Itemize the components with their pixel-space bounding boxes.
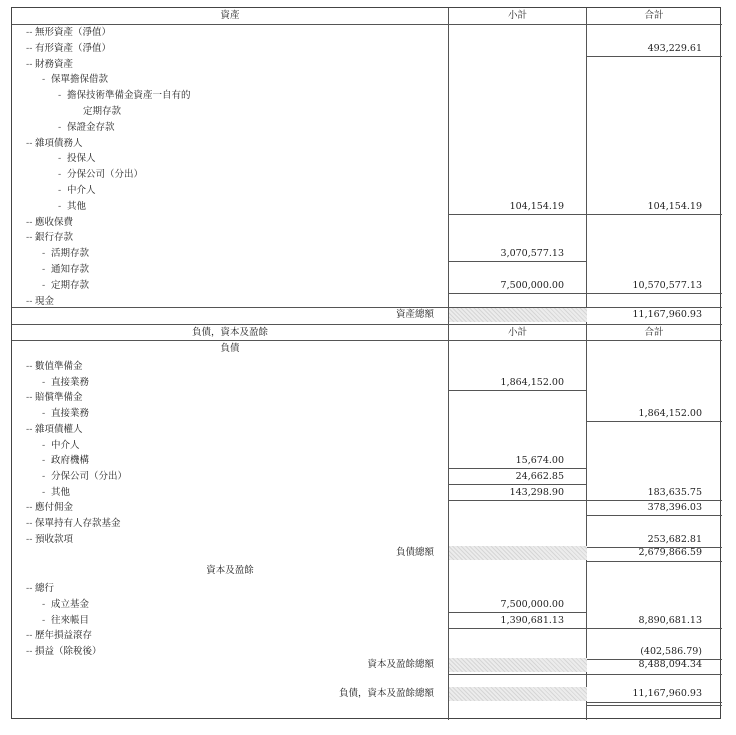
row-label: [42, 406, 89, 422]
total-cell: 104,154.19: [647, 200, 702, 212]
row-label: [26, 215, 73, 231]
row-label-text: 雜項債權人: [35, 423, 83, 435]
table-row: [12, 246, 448, 262]
row-label-text: 中介人: [67, 185, 96, 196]
row-bullet: --: [26, 502, 33, 514]
row-bullet: -: [58, 185, 62, 196]
row-label-text: 成立基金: [51, 598, 90, 610]
grand-total-label: 負債，資本及盈餘總額: [338, 688, 434, 699]
grand-total-value: 11,167,960.93: [632, 688, 702, 699]
table-row: [12, 613, 448, 629]
row-label-text: 有形資產（淨值）: [35, 42, 112, 54]
row-label: [26, 390, 83, 406]
total-cell: 253,682.81: [647, 533, 702, 545]
row-label: [42, 278, 89, 294]
subtotal-rule: [449, 261, 586, 262]
row-label: [58, 199, 86, 215]
row-label-text: 保單擔保借款: [51, 74, 109, 86]
row-label: [58, 151, 96, 167]
liab-total-shade: [449, 546, 587, 560]
table-row: [12, 644, 448, 660]
table-row: [12, 597, 448, 613]
row-bullet: --: [26, 533, 33, 545]
total-rule: [587, 515, 722, 516]
capital-total-value: 8,488,094.34: [638, 659, 702, 670]
row-bullet: --: [26, 216, 33, 228]
row-label-text: 總行: [35, 583, 55, 594]
subtotal-rule: [449, 390, 586, 391]
row-bullet: -: [42, 486, 46, 498]
row-label: [26, 532, 73, 548]
row-label-text: 擔保技術準備金資產一自有的: [67, 90, 191, 102]
total-rule: [587, 421, 722, 422]
row-label: [26, 500, 73, 516]
row-label-text: 分保公司（分出）: [67, 169, 144, 181]
total-rule: [587, 56, 722, 57]
table-row: [12, 41, 448, 57]
row-label-text: 數值準備金: [35, 361, 83, 372]
table-row: [12, 453, 448, 469]
row-bullet: --: [26, 27, 33, 38]
row-label: [26, 230, 73, 246]
row-bullet: --: [26, 58, 33, 70]
row-bullet: -: [42, 598, 46, 610]
row-label: [26, 644, 102, 660]
row-label: [42, 438, 80, 454]
total-cell: 493,229.61: [647, 42, 702, 54]
table-row: [12, 183, 448, 199]
subtotal-cell: 15,674.00: [515, 455, 564, 467]
row-label-text: 定期存款: [51, 279, 90, 291]
total-cell: (402,586.79): [640, 646, 702, 658]
grand-total-shade: [449, 687, 587, 701]
table-row: [12, 104, 448, 120]
row-label: [26, 581, 54, 597]
assets-total-shade: [449, 308, 587, 322]
row-bullet: -: [42, 248, 46, 260]
row-bullet: -: [58, 90, 62, 102]
row-label: [58, 120, 115, 136]
row-bullet: --: [26, 646, 33, 658]
table-row: [12, 532, 448, 548]
total-rule: [587, 547, 722, 548]
row-label: [42, 613, 89, 629]
row-label: [26, 25, 111, 41]
row-label-text: 往來帳目: [51, 614, 90, 626]
table-row: [12, 294, 448, 310]
row-bullet: --: [26, 361, 33, 372]
row-label-text: 定期存款: [83, 106, 122, 117]
row-label: [26, 359, 83, 375]
row-label: [26, 57, 73, 73]
table-row: [12, 375, 448, 391]
table-row: [12, 262, 448, 278]
row-label-text: 直接業務: [51, 408, 90, 420]
row-bullet: --: [26, 630, 33, 642]
table-row: [12, 390, 448, 406]
row-label-text: 保證金存款: [67, 121, 115, 133]
total-cell: 1,864,152.00: [638, 408, 702, 420]
row-label: [42, 262, 89, 278]
table-row: [12, 25, 448, 41]
subtotal-cell: 143,298.90: [509, 486, 564, 498]
liab-header-subtotal: 小計: [507, 327, 527, 338]
table-row: [12, 230, 448, 246]
table-row: [12, 438, 448, 454]
row-label: [42, 485, 70, 501]
liabilities-section-title: 負債: [220, 343, 240, 354]
subtotal-cell: 1,390,681.13: [500, 614, 564, 626]
row-label-text: 現金: [35, 295, 55, 307]
table-row: [12, 516, 448, 532]
row-label-text: 政府機構: [51, 455, 90, 467]
table-row: [12, 57, 448, 73]
row-label-text: 活期存款: [51, 248, 90, 260]
row-bullet: -: [42, 439, 46, 451]
table-row: [12, 215, 448, 231]
row-label-text: 賠償準備金: [35, 392, 83, 404]
subtotal-rule: [449, 293, 586, 294]
row-bullet: -: [42, 264, 46, 275]
row-bullet: --: [26, 583, 33, 594]
table-row: [12, 88, 448, 104]
table-row: [12, 485, 448, 501]
row-bullet: --: [26, 232, 33, 244]
total-rule: [587, 628, 722, 629]
row-bullet: --: [26, 137, 33, 149]
row-label-text: 保單持有人存款基金: [35, 518, 121, 529]
row-label-text: 損益（除稅後）: [35, 646, 102, 658]
row-bullet: -: [42, 74, 46, 86]
row-label: [58, 183, 96, 199]
subtotal-rule: [449, 214, 586, 215]
row-bullet: -: [58, 121, 62, 133]
total-cell: 183,635.75: [647, 486, 702, 498]
capital-total-shade: [449, 658, 587, 672]
table-row: [12, 199, 448, 215]
total-rule: [587, 659, 722, 660]
capital-total-rule: [449, 674, 722, 675]
subtotal-rule: [449, 500, 586, 501]
row-label-text: 歷年損益滾存: [35, 630, 93, 642]
table-row: [12, 151, 448, 167]
row-label: [74, 104, 121, 120]
row-label-text: 財務資產: [35, 58, 74, 70]
balance-sheet: [11, 7, 721, 719]
table-row: [12, 136, 448, 152]
row-label-text: 其他: [67, 200, 87, 212]
row-bullet: --: [26, 423, 33, 435]
liab-header-item: 負債，資本及盈餘: [191, 327, 268, 338]
row-label: [42, 375, 89, 391]
row-label: [26, 41, 111, 57]
row-bullet: -: [42, 279, 46, 291]
subtotal-cell: 7,500,000.00: [500, 598, 564, 610]
row-label-text: 無形資產（淨值）: [35, 27, 112, 38]
subtotal-rule: [449, 628, 586, 629]
total-cell: 8,890,681.13: [638, 614, 702, 626]
total-rule: [587, 293, 722, 294]
row-label: [26, 294, 54, 310]
row-bullet: -: [42, 408, 46, 420]
liab-total-underline: [586, 561, 722, 562]
table-row: [12, 422, 448, 438]
row-label: [42, 72, 108, 88]
row-label: [26, 136, 83, 152]
grand-total-double-underline: [586, 705, 722, 706]
subtotal-cell: 7,500,000.00: [500, 279, 564, 291]
row-label-text: 雜項債務人: [35, 137, 83, 149]
capital-total-label: 資本及盈餘總額: [367, 659, 434, 670]
table-row: [12, 167, 448, 183]
row-bullet: -: [58, 153, 62, 165]
liab-header-total: 合計: [644, 327, 664, 338]
grand-total-underline: [586, 702, 722, 703]
subtotal-cell: 24,662.85: [515, 470, 564, 482]
row-label-text: 其他: [51, 486, 71, 498]
total-rule: [587, 214, 722, 215]
row-bullet: -: [58, 169, 62, 181]
subtotal-cell: 104,154.19: [509, 200, 564, 212]
row-label-text: 中介人: [51, 439, 80, 451]
row-label-text: 銀行存款: [35, 232, 74, 244]
table-row: [12, 469, 448, 485]
subtotal-cell: 1,864,152.00: [500, 376, 564, 388]
row-label: [26, 516, 121, 532]
row-label-text: 應付佣金: [35, 502, 74, 514]
row-label: [26, 628, 92, 644]
table-row: [12, 500, 448, 516]
liab-total-value: 2,679,866.59: [638, 547, 702, 558]
liab-total-label: 負債總額: [395, 547, 434, 558]
row-label: [58, 88, 191, 104]
row-label-text: 分保公司（分出）: [51, 470, 128, 482]
table-row: [12, 120, 448, 136]
row-label: [42, 597, 89, 613]
row-bullet: --: [26, 518, 33, 529]
assets-total-label: 資產總額: [395, 309, 434, 320]
row-bullet: -: [42, 470, 46, 482]
row-label-text: 直接業務: [51, 376, 90, 388]
row-bullet: -: [58, 200, 62, 212]
row-label: [26, 422, 83, 438]
table-row: [12, 72, 448, 88]
capital-section-title: 資本及盈餘: [206, 565, 254, 576]
assets-header-item: 資產: [220, 10, 240, 21]
assets-header-total: 合計: [644, 10, 664, 21]
assets-total-value: 11,167,960.93: [632, 309, 702, 320]
table-row: [12, 628, 448, 644]
row-bullet: --: [26, 392, 33, 404]
total-cell: 378,396.03: [647, 502, 702, 514]
row-bullet: -: [42, 455, 46, 467]
table-row: [12, 359, 448, 375]
subtotal-cell: 3,070,577.13: [500, 248, 564, 260]
row-label-text: 投保人: [67, 153, 96, 165]
row-label: [42, 246, 89, 262]
total-cell: 10,570,577.13: [632, 279, 702, 291]
row-label-text: 通知存款: [51, 264, 90, 275]
row-label-text: 預收款項: [35, 533, 74, 545]
assets-header-subtotal: 小計: [507, 10, 527, 21]
row-bullet: --: [26, 295, 33, 307]
row-label: [42, 453, 89, 469]
row-label: [58, 167, 143, 183]
table-row: [12, 581, 448, 597]
row-label-text: 應收保費: [35, 216, 74, 228]
row-label: [42, 469, 127, 485]
row-bullet: -: [42, 376, 46, 388]
row-bullet: -: [42, 614, 46, 626]
table-row: [12, 278, 448, 294]
row-bullet: --: [26, 42, 33, 54]
table-row: [12, 406, 448, 422]
